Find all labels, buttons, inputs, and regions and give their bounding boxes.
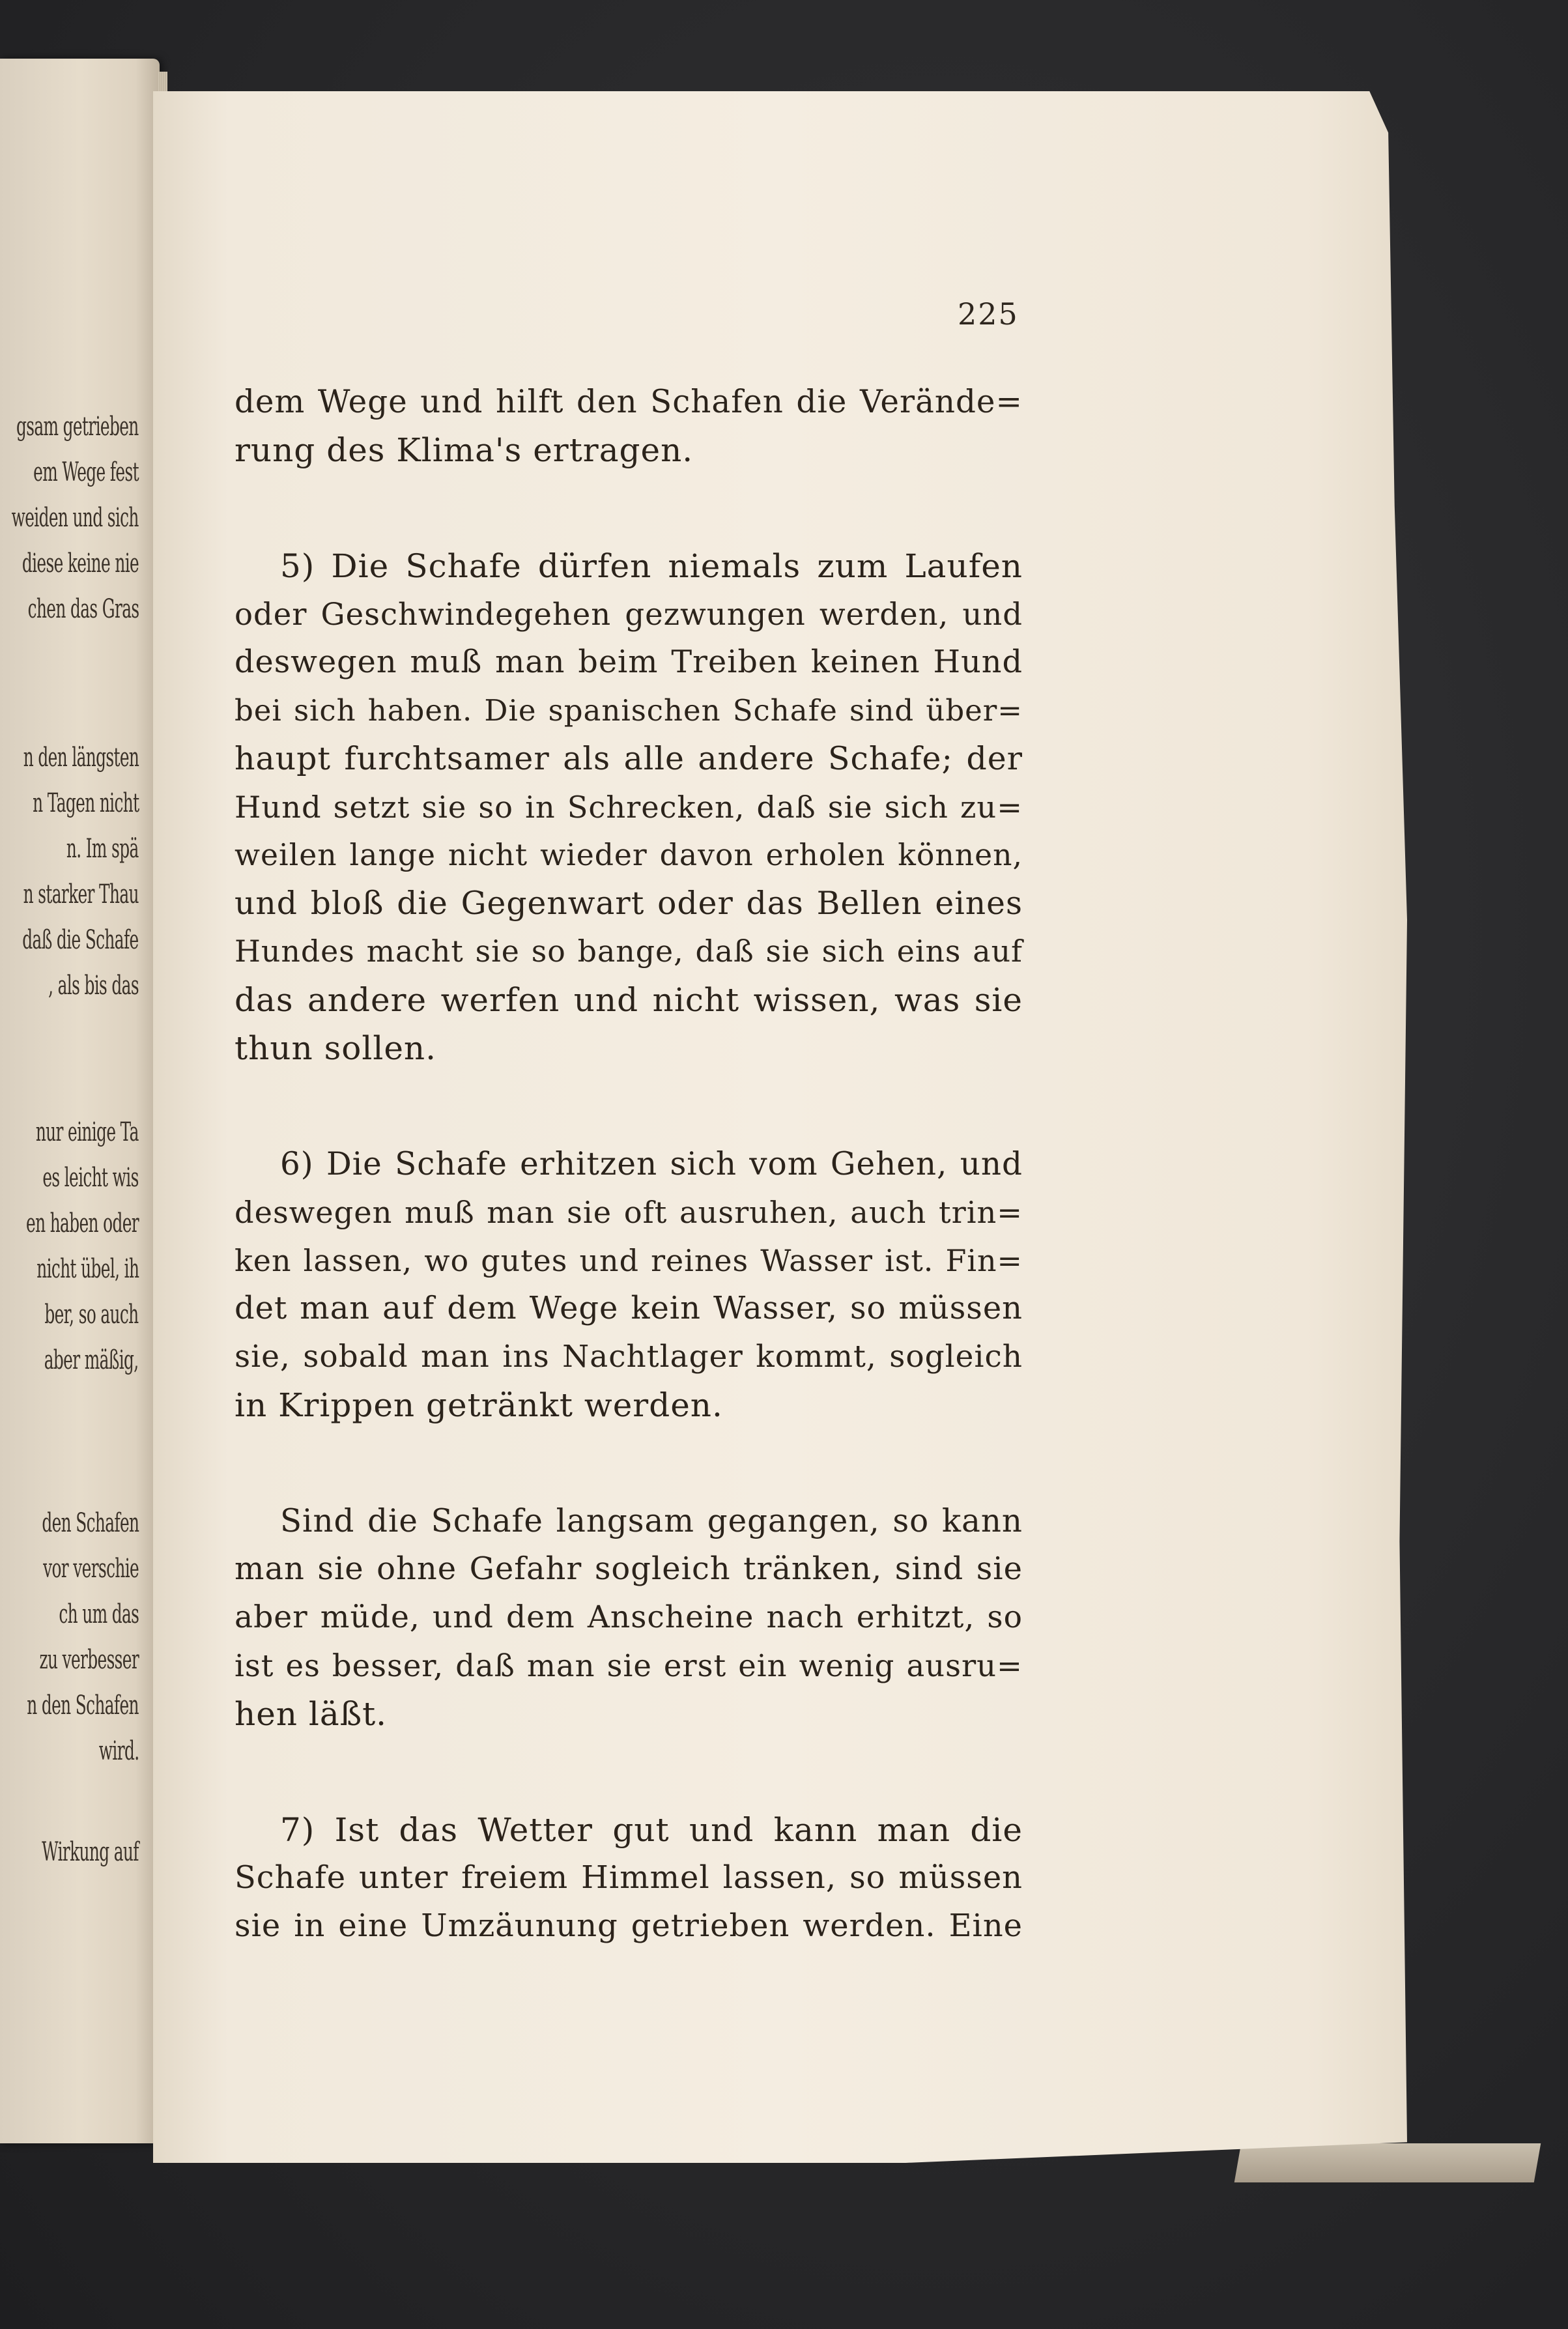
text-line: oder Geschwindegehen gezwungen werden, und [235,597,1023,632]
paragraph [235,542,1023,1072]
left-fragment: vor verschie [43,1554,139,1584]
text-line: thun sollen. [235,1029,437,1067]
left-fragment: nicht übel, ih [36,1254,139,1284]
text-line: 7) Ist das Wetter gut und kann man die [280,1811,1023,1849]
left-fragment: ber, so auch [44,1300,139,1330]
text-line: und bloß die Gegenwart oder das Bellen eines [235,885,1023,922]
left-fragment: den Schafen [41,1508,139,1538]
left-fragment: n. Im spä [66,834,139,864]
text-line: dem Wege und hilft den Schafen die Verände= [235,384,1023,420]
text-line: rung des Klima's ertragen. [235,431,694,469]
text-line: aber müde, und dem Anscheine nach erhitzt, so [235,1599,1023,1635]
left-fragment: chen das Gras [27,594,139,624]
left-fragment: weiden und sich [11,503,139,533]
left-fragment: wird. [98,1736,139,1766]
text-line: Schafe unter freiem Himmel lassen, so müssen [235,1860,1023,1896]
text-line: weilen lange nicht wieder davon erholen können, [235,838,1023,872]
paragraph [235,378,1023,474]
left-page-text [0,59,153,2143]
text-line: Sind die Schafe langsam gegangen, so kann [280,1503,1023,1539]
left-fragment: gsam getrieben [16,412,139,442]
left-fragment: n Tagen nicht [32,788,139,818]
left-fragment: nur einige Ta [36,1117,139,1147]
left-fragment: en haben oder [26,1208,139,1238]
text-line: Hundes macht sie so bange, daß sie sich eins auf [235,934,1023,969]
left-fragment: n den Schafen [27,1691,139,1721]
text-line: 6) Die Schafe erhitzen sich vom Gehen, und [280,1146,1023,1182]
left-fragment: diese keine nie [21,549,139,579]
text-line: 5) Die Schafe dürfen niemals zum Laufen [280,547,1023,585]
left-fragment: aber mäßig, [44,1345,139,1375]
left-page [0,59,160,2143]
left-fragment: em Wege fest [33,457,139,487]
text-line: sie, sobald man ins Nachtlager kommt, sogleich [235,1339,1023,1375]
paragraph [235,1140,1023,1429]
left-fragment: zu verbesser [39,1645,139,1675]
text-line: das andere werfen und nicht wissen, was sie [235,981,1023,1019]
body-text [235,378,1023,1950]
text-line: man sie ohne Gefahr sogleich tränken, sind sie [235,1551,1023,1587]
left-fragment: daß die Schafe [22,925,139,955]
page-edge [1234,2143,1541,2182]
paragraph [235,1497,1023,1738]
text-line: deswegen muß man beim Treiben keinen Hund [235,644,1023,680]
left-fragment: Wirkung auf [42,1837,139,1867]
text-line: Hund setzt sie so in Schrecken, daß sie sich zu= [235,790,1023,825]
page-number: 225 [958,296,1019,332]
paragraph [235,1806,1023,1950]
text-line: ist es besser, daß man sie erst ein wenig ausru= [235,1648,1023,1683]
text-line: hen läßt. [235,1695,388,1733]
left-fragment: , als bis das [48,971,139,1001]
text-line: sie in eine Umzäunung getrieben werden. Eine [235,1908,1023,1944]
text-line: det man auf dem Wege kein Wasser, so müssen [235,1291,1023,1326]
text-line: bei sich haben. Die spanischen Schafe sind über= [235,693,1023,728]
text-line: haupt furchtsamer als alle andere Schafe; der [235,740,1023,777]
left-fragment: n den längsten [23,743,139,773]
text-line: in Krippen getränkt werden. [235,1386,723,1424]
text-line: deswegen muß man sie oft ausruhen, auch trin= [235,1195,1023,1230]
left-fragment: ch um das [59,1599,139,1629]
text-line: ken lassen, wo gutes und reines Wasser ist. Fin= [235,1243,1023,1278]
left-fragment: n starker Thau [23,879,139,909]
left-fragment: es leicht wis [42,1163,139,1193]
